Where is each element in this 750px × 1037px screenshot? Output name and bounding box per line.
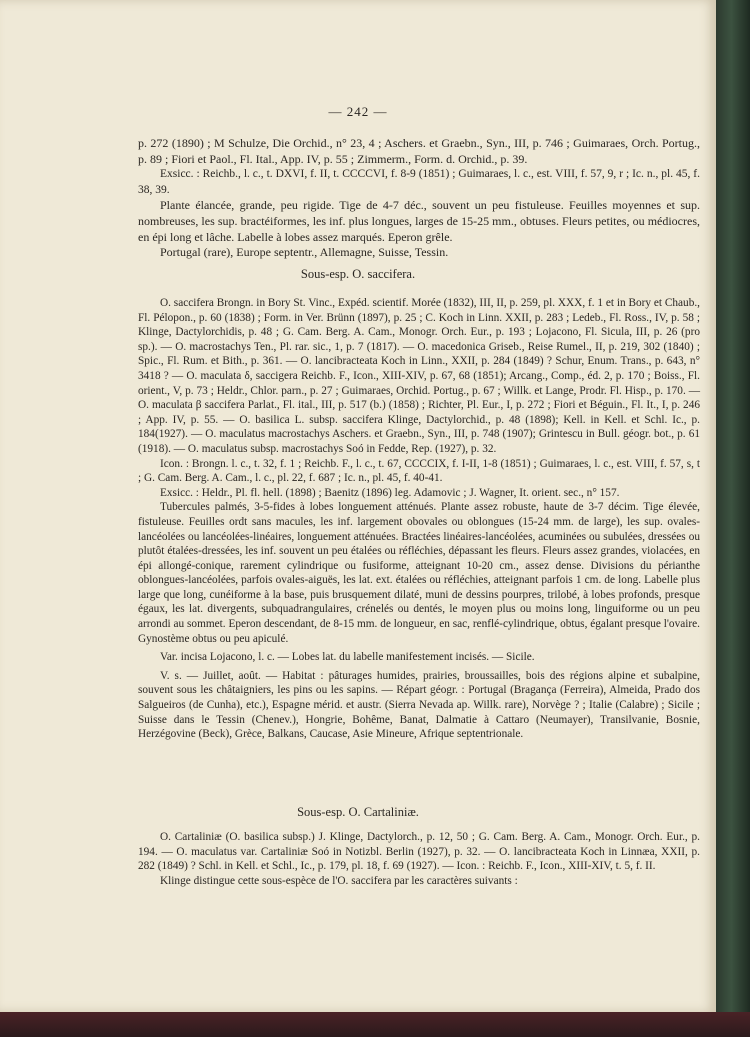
saccifera-synonymy: O. saccifera Brongn. in Bory St. Vinc., Expéd. scientif. Morée (1832), III, II, p. 259, pl. XXX, f. 1 et in Bory et Chaub., Fl. Pélopon., p. 60 (1838) ; Form. in Ver. Brünn (1897), p. 25 ; C. Koch in Linn. XXII, p. 283 ; Ledeb., Fl. Ross., IV, p. 58 ; Klinge, Dactylorchidis, p. 48 ; G. Cam. Berg. A. Cam., Monogr. Orch. Eur., p. 193 ; Lojacono, Fl. Sicula, III, p. 26 (pro sp.). — O. macrostachys Ten., Pl. rar. sic., 1, p. 7 (1817). — O. macedonica Griseb., Reise Rumel., II, p. 219, 302 (1840) ; Spic., Fl. Rum. et Bith., p. 361. — O. lancibracteata Koch in Linn., XXII, p. 284 (1849) ? Schur, Enum. Trans., p. 643, n° 3418 ? — O. maculata δ, saccigera Reichb. F., Icon., XIII-XIV, p. 67, 68 (1851); Arcang., Comp., éd. 2, p. 170 ; Boiss., Fl. orient., V, p. 73 ; Heldr., Chlor. parn., p. 27 ; Guimaraes, Orchid. Portug., p. 67 ; Willk. et Lange, Prodr. Fl. Hisp., p. 170. — O. maculata β saccifera Parlat., Fl. ital., III, p. 517 (b.) (1858) ; Richter, Pl. Eur., I, p. 272 ; Fiori et Béguin., Fl. It., I, p. 246 ; App. IV, p. 55. — O. basilica L. subsp. saccifera Klinge, Dactylorchid., p. 48 (1898); Kell. in Kell. et Schl. Ic., p. 184(1927). — O. maculatus macrostachys Aschers. et Graebn., Syn., III, p. 748 (1907); Grintescu in Bull. géogr. bot., p. 61 (1918). — O. maculatus subsp. macrostachys Soó in Fedde, Rep. (1927), p. 32.	[138, 297, 700, 455]
saccifera-icon-refs: Icon. : Brongn. l. c., t. 32, f. 1 ; Reichb. F., l. c., t. 67, CCCCIX, f. I-II, 1-8 (1851) ; Guimaraes, l. c., est. VIII, f. 57, s, t ; G. Cam. Berg. A. Cam., l. c., pl. 22, f. 687 ; Ic. n., pl. 45, f. 40-41.	[138, 457, 700, 485]
page-number: — 242 —	[328, 104, 388, 119]
cartaliniae-synonymy: O. Cartaliniæ (O. basilica subsp.) J. Klinge, Dactylorch., p. 12, 50 ; G. Cam. Berg. A. Cam., Monogr. Orch. Eur., p. 194. — O. maculatus var. Cartaliniæ Soó in Notizbl. Berlin (1927), p. 32. — O. lancibracteata Koch in Linnæa, XXII, p. 282 (1849) ? Schl. in Kell. et Schl., Ic., p. 179, pl. 18, f. 69 (1927). — Icon. : Reichb. F., Icon., XIII-XIV, t. 5, f. II.	[138, 831, 700, 873]
section-heading-saccifera: Sous-esp. O. saccifera.	[300, 267, 416, 281]
saccifera-variety: Var. incisa Lojacono, l. c. — Lobes lat. du labelle manifestement incisés. — Sicile.	[160, 651, 535, 664]
saccifera-exsicc: Exsicc. : Heldr., Pl. fl. hell. (1898) ; Baenitz (1896) leg. Adamovic ; J. Wagner, It. orient. sec., n° 157.	[160, 486, 620, 499]
cartaliniae-closing: Klinge distingue cette sous-espèce de l'O. saccifera par les caractères suivants :	[160, 874, 518, 887]
intro-references: p. 272 (1890) ; M Schulze, Die Orchid., n° 23, 4 ; Aschers. et Graebn., Syn., III, p. 746 ; Guimaraes, Orch. Portug., p. 89 ; Fiori et Paol., Fl. Ital., App. IV, p. 55 ; Zimmerm., Form. d. Orchid., p. 39.	[138, 136, 700, 166]
saccifera-habitat: V. s. — Juillet, août. — Habitat : pâturages humides, prairies, broussailles, bois des régions alpine et subalpine, souvent sous les châtaigniers, les pins ou les sapins. — Répart géogr. : Portugal (Bragança (Ferreira), Almeida, Prado dos Salgueiros (de Cunha), etc.), Espagne mérid. et austr. (Sierra Nevada ap. Willk. rare), Norvège ? ; Italie (Calabre) ; Sicile ; Suisse dans le Tessin (Chenev.), Hongrie, Bohême, Banat, Dalmatie à Cattaro (Neumayer), Transilvanie, Bosnie, Herzégovine (Beck), Grèce, Balkans, Caucase, Asie Mineure, Afrique septentrionale.	[138, 669, 700, 741]
section-heading-cartaliniae: Sous-esp. O. Cartaliniæ.	[297, 805, 419, 819]
binding-edge	[0, 1012, 750, 1037]
intro-block	[138, 136, 700, 261]
saccifera-description: Tubercules palmés, 3-5-fides à lobes longuement atténués. Plante assez robuste, haute de 3-7 décim. Tige élevée, fistuleuse. Feuilles ordt sans macules, les inf. largement obovales ou oblongues (15-24 mm. de large), les sup. ovales-lancéolées ou lancéolées-linéaires, longuement atténuées. Bractées linéaires-lancéolées, acuminées ou subulées, dressées ou plutôt étalées-dressées, les inf. souvent un peu étalées ou réfléchies, dépassant les fleurs. Fleurs assez grandes, violacées, en épi allongé-conique, rarement cylindrique ou fusiforme, atteignant 10-20 cm., assez dense. Divisions du périanthe oblongues-lancéolées, parfois ovales-aiguës, les lat. ext. étalées ou réfléchies, atteignant parfois 1 cm. de long. Labelle plus large que long, cunéiforme à la base, puis brusquement dilaté, muni de dessins pourpres, trilobé, à lobes profonds, presque égaux, les lat. divergents, subquadrangulaires, crénelés ou dentés, le moyen plus ou moins long, linguiforme ou un peu arrondi au sommet. Eperon descendant, de 8-15 mm. de longueur, en sac, renflé-cylindrique, obtus, égalant presque l'ovaire. Gynostème obtus ou peu apiculé.	[138, 501, 700, 645]
intro-description: Plante élancée, grande, peu rigide. Tige de 4-7 déc., souvent un peu fistuleuse. Feuilles moyennes et sup. nombreuses, les sup. bractéiformes, les inf. plus longues, larges de 15-25 mm., obtuses. Fleurs petites, ou médiocres, en épi long et lâche. Labelle à lobes assez marqués. Eperon grêle.	[138, 198, 700, 244]
book-spine	[716, 0, 750, 1037]
saccifera-block	[138, 296, 700, 742]
cartaliniae-block	[138, 830, 700, 888]
intro-distribution: Portugal (rare), Europe septentr., Allemagne, Suisse, Tessin.	[160, 245, 449, 260]
intro-exsicc: Exsicc. : Reichb., l. c., t. DXVI, f. II, t. CCCCVI, f. 8-9 (1851) ; Guimaraes, l. c., est. VIII, f. 57, 9, r ; Ic. n., pl. 45, f. 38, 39.	[138, 168, 700, 196]
